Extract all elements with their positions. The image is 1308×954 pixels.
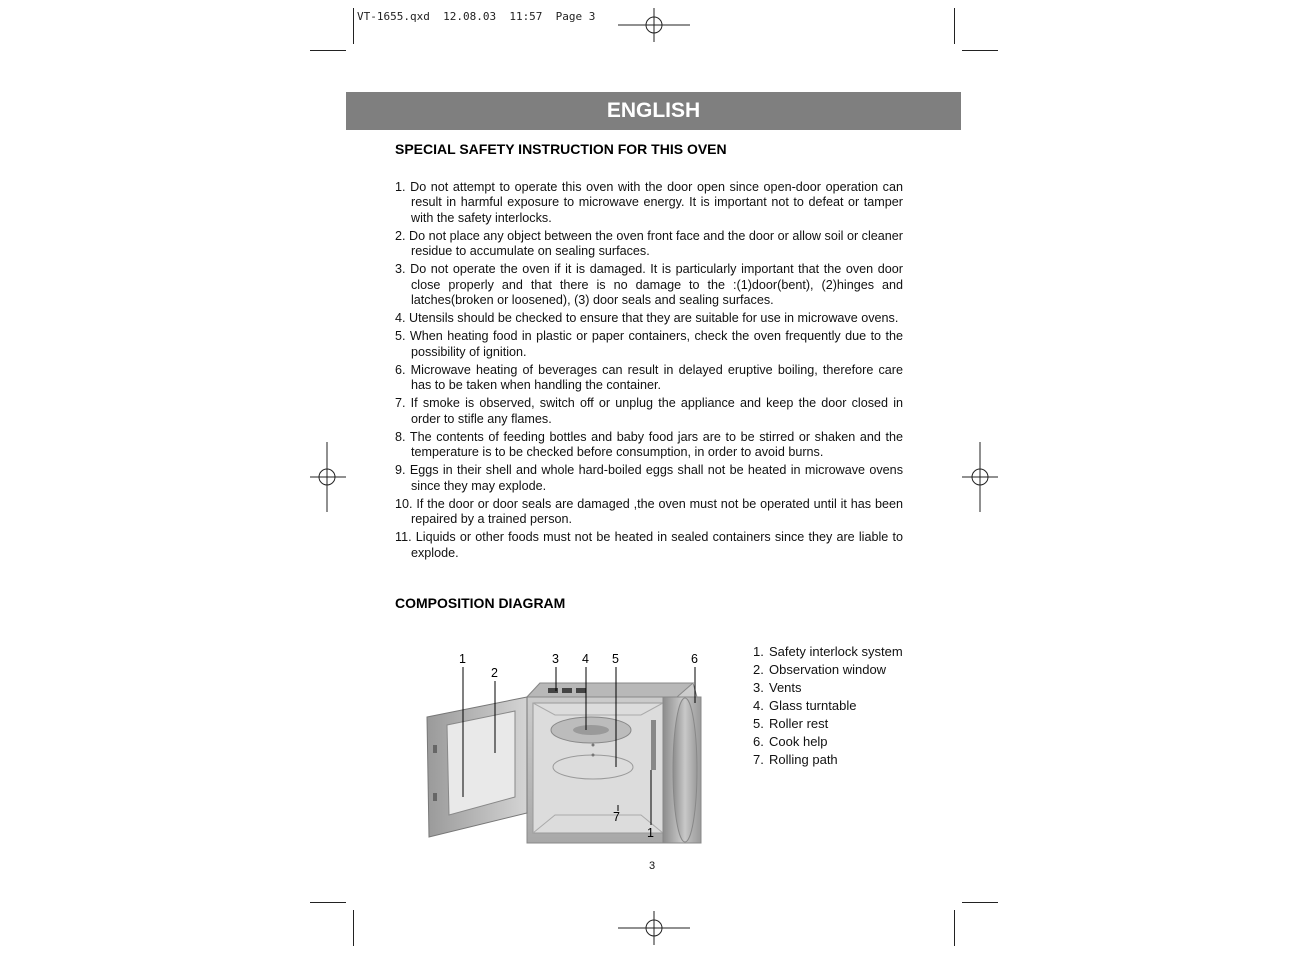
vent — [576, 688, 586, 693]
list-item: 3. Do not operate the oven if it is damaged. It is particularly important that the oven door close properly and that there is no damage to the :(1)door(bent), (2)hinges and latches(broken or loosened), (3) door seals and sealing surfaces. — [395, 262, 903, 308]
legend-item: 5. Roller rest — [753, 716, 829, 731]
crop-mark — [962, 902, 998, 903]
legend-item: 1. Safety interlock system — [753, 644, 903, 659]
safety-heading: SPECIAL SAFETY INSTRUCTION FOR THIS OVEN — [395, 141, 727, 157]
callout-label: 6 — [691, 652, 698, 666]
callout-label: 1 — [459, 652, 466, 666]
registration-mark-right — [962, 442, 998, 512]
list-item: 8. The contents of feeding bottles and baby food jars are to be stirred or shaken and the temperature is to be checked before consumption, in order to avoid burns. — [395, 429, 903, 460]
crop-mark — [353, 8, 354, 44]
legend-item: 4. Glass turntable — [753, 698, 857, 713]
callout-label: 3 — [552, 652, 559, 666]
crop-mark — [954, 910, 955, 946]
list-item: 7. If smoke is observed, switch off or unplug the appliance and keep the door closed in order to stifle any flames. — [395, 396, 903, 426]
composition-heading: COMPOSITION DIAGRAM — [395, 595, 566, 611]
diagram-legend — [753, 643, 903, 769]
legend-item: 7. Rolling path — [753, 752, 838, 767]
list-item: 6. Microwave heating of beverages can result in delayed eruptive boiling, therefore care has to be taken when handling the container. — [395, 362, 903, 393]
list-item: 9. Eggs in their shell and whole hard-boiled eggs shall not be heated in microwave ovens since they may explode. — [395, 463, 903, 493]
callout-label: 1 — [647, 826, 654, 840]
list-item: 4. Utensils should be checked to ensure that they are suitable for use in microwave ovens. — [395, 311, 899, 326]
microwave-diagram — [415, 645, 725, 850]
print-slug: VT-1655.qxd 12.08.03 11:57 Page 3 — [357, 10, 596, 23]
callout-label: 2 — [491, 666, 498, 680]
observation-window — [447, 711, 515, 815]
list-item: 10. If the door or door seals are damaged ,the oven must not be operated until it has been repaired by a trained person. — [395, 496, 903, 527]
callout-label: 5 — [612, 652, 619, 666]
crop-mark — [353, 910, 354, 946]
crop-mark — [962, 50, 998, 51]
list-item: 1. Do not attempt to operate this oven with the door open since open-door operation can result in harmful exposure to microwave energy. It is important not to defeat or tamper with the safety interlocks. — [395, 180, 903, 225]
crop-mark — [310, 50, 346, 51]
language-banner — [346, 92, 961, 130]
legend-item: 3. Vents — [753, 680, 802, 695]
callout-label: 7 — [613, 810, 620, 824]
registration-mark-top — [618, 8, 690, 42]
vent — [562, 688, 572, 693]
banner-title: ENGLISH — [606, 99, 701, 122]
page-number: 3 — [649, 860, 656, 872]
callout-label: 4 — [582, 652, 589, 666]
crop-mark — [310, 902, 346, 903]
registration-mark-left — [310, 442, 346, 512]
list-item: 2. Do not place any object between the oven front face and the door or allow soil or cleaner residue to accumulate on sealing surfaces. — [395, 228, 903, 259]
registration-mark-bottom — [618, 911, 690, 945]
safety-instructions-list — [395, 180, 903, 564]
list-item: 5. When heating food in plastic or paper containers, check the oven frequently due to the possibility of ignition. — [395, 329, 903, 359]
legend-item: 2. Observation window — [753, 662, 887, 677]
crop-mark — [954, 8, 955, 44]
legend-item: 6. Cook help — [753, 734, 828, 749]
list-item: 11. Liquids or other foods must not be heated in sealed containers since they are liable to explode. — [395, 530, 903, 560]
